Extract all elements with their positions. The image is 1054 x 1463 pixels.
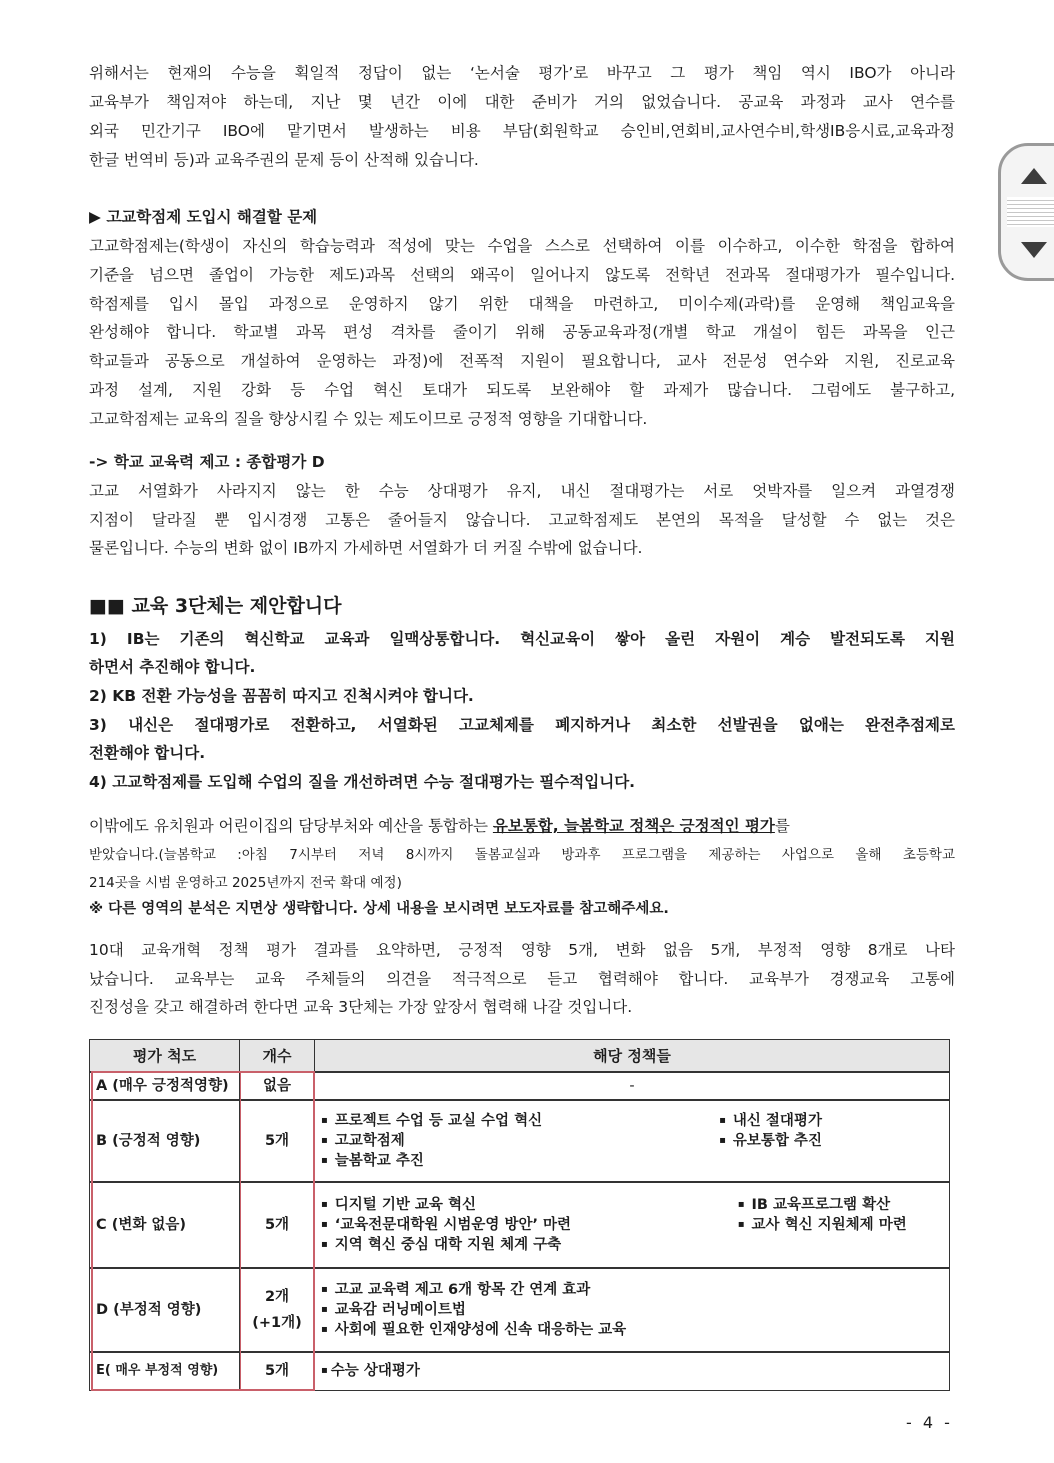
others-text: 이밖에도 유치원과 어린이집의 담당부처와 예산을 통합하는 bbox=[89, 817, 493, 835]
others-line: 214곳을 시범 운영하고 2025년까지 전국 확대 예정) bbox=[89, 875, 402, 891]
summary-line: 10대 교육개혁 정책 평가 결과를 요약하면, 긍정적 영향 5개, 변화 없음 5개, 부정적 영향 8개로 나타 bbox=[89, 941, 955, 959]
section-heading: -> 학교 교육력 제고 : 종합평가 D bbox=[89, 453, 325, 471]
others-line: 받았습니다.(늘봄학교 :아침 7시부터 저녁 8시까지 돌봄교실과 방과후 프로그램을 제공하는 사업으로 올해 초등학교 bbox=[89, 847, 955, 863]
section1-line: 고교학점제는(학생이 자신의 학습능력과 적성에 맞는 수업을 스스로 선택하여 이를 이수하고, 이수한 학점을 합하여 bbox=[89, 237, 955, 255]
column-header: 평가 척도 bbox=[90, 1040, 240, 1073]
section1-line: 고교학점제는 교육의 질을 향상시킬 수 있는 제도이므로 긍정적 영향을 기대합니다. bbox=[89, 410, 648, 428]
others-line bbox=[89, 816, 955, 836]
policy-item: ▪ 유보통합 추진 bbox=[719, 1133, 822, 1149]
proposal-item: 하면서 추진해야 합니다. bbox=[89, 658, 256, 676]
policy-item: ▪ 디지털 기반 교육 혁신 bbox=[321, 1197, 476, 1213]
intro-line: 위해서는 현재의 수능을 획일적 정답이 없는 ‘논서술 평가’로 바꾸고 그 평가 책임 역시 IBO가 아니라 bbox=[89, 64, 955, 82]
policy-item: ▪ 고교 교육력 제고 6개 항목 간 연계 효과 bbox=[321, 1282, 591, 1298]
policy-item: ▪ 교육감 러닝메이트법 bbox=[321, 1302, 466, 1318]
section1-line: 완성해야 합니다. 학교별 과목 편성 격차를 줄이기 위해 공동교육과정(개별 학교 개설이 힘든 과목을 인근 bbox=[89, 323, 955, 341]
scroll-down-icon[interactable] bbox=[1021, 242, 1047, 258]
proposal-heading: ■■ 교육 3단체는 제안합니다 bbox=[89, 595, 342, 617]
table-row bbox=[90, 1100, 950, 1182]
intro-line: 한글 번역비 등)과 교육주권의 문제 등이 산적해 있습니다. bbox=[89, 151, 479, 169]
table-row bbox=[90, 1352, 950, 1390]
policy-cell bbox=[315, 1100, 950, 1182]
proposal-item: 1) IB는 기존의 혁신학교 교육과 일맥상통합니다. 혁신교육이 쌓아 올린 자원이 계승 발전되도록 지원 bbox=[89, 630, 955, 648]
intro-line: 교육부가 책임져야 하는데, 지난 몇 년간 이에 대한 준비가 거의 없었습니다. 공교육 과정과 교사 연수를 bbox=[89, 93, 955, 111]
summary-line: 났습니다. 교육부는 교육 주체들의 의견을 적극적으로 듣고 협력해야 합니다. 교육부가 경쟁교육 고통에 bbox=[89, 970, 955, 988]
policy-item: ▪ 고교학점제 bbox=[321, 1133, 405, 1149]
policy-cell bbox=[315, 1182, 950, 1268]
policy-item: ▪ IB 교육프로그램 확산 bbox=[737, 1197, 891, 1213]
scale-cell: A (매우 긍정적영향) bbox=[90, 1072, 240, 1100]
proposal-item: 전환해야 합니다. bbox=[89, 744, 206, 762]
policy-item: ▪ 늘봄학교 추진 bbox=[321, 1153, 424, 1169]
section1-line: 학점제를 입시 몰입 과정으로 운영하지 않기 위한 대책을 마련하고, 미이수제(과락)를 운영해 책임교육을 bbox=[89, 295, 955, 313]
scale-cell: B (긍정적 영향) bbox=[90, 1100, 240, 1182]
proposal-item: 3) 내신은 절대평가로 전환하고, 서열화된 고교체제를 폐지하거나 최소한 선발권을 없애는 완전추점제로 bbox=[89, 716, 955, 734]
policy-cell bbox=[315, 1352, 950, 1390]
table-row bbox=[90, 1182, 950, 1268]
proposal-item: 4) 고교학점제를 도입해 수업의 질을 개선하려면 수능 절대평가는 필수적입니다. bbox=[89, 773, 636, 791]
count-cell: 없음 bbox=[240, 1072, 315, 1100]
policy-cell: - bbox=[315, 1072, 950, 1100]
column-header: 해당 정책들 bbox=[315, 1040, 950, 1073]
others-text: 를 bbox=[774, 817, 790, 835]
column-header: 개수 bbox=[240, 1040, 315, 1073]
policy-item: ▪ 프로젝트 수업 등 교실 수업 혁신 bbox=[321, 1113, 543, 1129]
highlight-underline: 유보통합, 늘봄학교 정책은 긍정적인 평가 bbox=[492, 817, 775, 835]
section-heading: ▶ 고교학점제 도입시 해결할 문제 bbox=[89, 208, 318, 226]
scale-cell: D (부정적 영향) bbox=[90, 1268, 240, 1352]
section1-line: 학교들과 공동으로 개설하여 운영하는 과정)에 전폭적 지원이 필요합니다, 교사 전문성 연수와 지원, 진로교육 bbox=[89, 352, 955, 370]
note-line: ※ 다른 영역의 분석은 지면상 생략합니다. 상세 내용을 보시려면 보도자료를 참고해주세요. bbox=[89, 901, 669, 917]
scroll-grip[interactable] bbox=[1007, 197, 1054, 227]
evaluation-table bbox=[89, 1039, 950, 1391]
count-value: 2개 bbox=[264, 1289, 290, 1305]
scale-cell: E( 매우 부정적 영향) bbox=[90, 1352, 240, 1390]
count-cell: 5개 bbox=[240, 1352, 315, 1390]
table-row bbox=[90, 1268, 950, 1352]
count-cell bbox=[240, 1268, 315, 1352]
summary-line: 진정성을 갖고 해결하려 한다면 교육 3단체는 가장 앞장서 협력해 나갈 것입니다. bbox=[89, 998, 633, 1016]
section2-line: 지점이 달라질 뿐 입시경쟁 고통은 줄어들지 않습니다. 고교학점제도 본연의 목적을 달성할 수 없는 것은 bbox=[89, 511, 955, 529]
page-scroll-widget[interactable] bbox=[998, 143, 1054, 281]
policy-item: ▪ ‘교육전문대학원 시범운영 방안’ 마련 bbox=[321, 1217, 572, 1233]
count-cell: 5개 bbox=[240, 1182, 315, 1268]
policy-item: ▪ 교사 혁신 지원체제 마련 bbox=[737, 1217, 907, 1233]
table-row bbox=[90, 1072, 950, 1100]
section2-line: 고교 서열화가 사라지지 않는 한 수능 상대평가 유지, 내신 절대평가는 서로 엇박자를 일으켜 과열경쟁 bbox=[89, 482, 955, 500]
policy-item: ▪ 사회에 필요한 인재양성에 신속 대응하는 교육 bbox=[321, 1322, 627, 1338]
count-extra: (+1개) bbox=[252, 1315, 302, 1331]
section1-line: 과정 설계, 지원 강화 등 수업 혁신 토대가 되도록 보완해야 할 과제가 많습니다. 그럼에도 불구하고, bbox=[89, 381, 955, 399]
section2-line: 물론입니다. 수능의 변화 없이 IB까지 가세하면 서열화가 더 커질 수밖에 없습니다. bbox=[89, 539, 643, 557]
page-number: - 4 - bbox=[906, 1413, 953, 1432]
count-cell: 5개 bbox=[240, 1100, 315, 1182]
scroll-up-icon[interactable] bbox=[1021, 168, 1047, 184]
table-header-row bbox=[90, 1040, 950, 1073]
section1-line: 기준을 넘으면 졸업이 가능한 제도)과목 선택의 왜곡이 일어나지 않도록 전학년 전과목 절대평가가 필수입니다. bbox=[89, 266, 955, 284]
policy-cell bbox=[315, 1268, 950, 1352]
proposal-item: 2) KB 전환 가능성을 꼼꼼히 따지고 진척시켜야 합니다. bbox=[89, 687, 474, 705]
policy-item: ▪ 수능 상대평가 bbox=[321, 1363, 420, 1380]
scale-cell: C (변화 없음) bbox=[90, 1182, 240, 1268]
intro-line: 외국 민간기구 IBO에 맡기면서 발생하는 비용 부담(회원학교 승인비,연회비,교사연수비,학생IB응시료,교육과정 bbox=[89, 122, 955, 140]
policy-item: ▪ 지역 혁신 중심 대학 지원 체계 구축 bbox=[321, 1237, 562, 1253]
policy-item: ▪ 내신 절대평가 bbox=[719, 1113, 822, 1129]
